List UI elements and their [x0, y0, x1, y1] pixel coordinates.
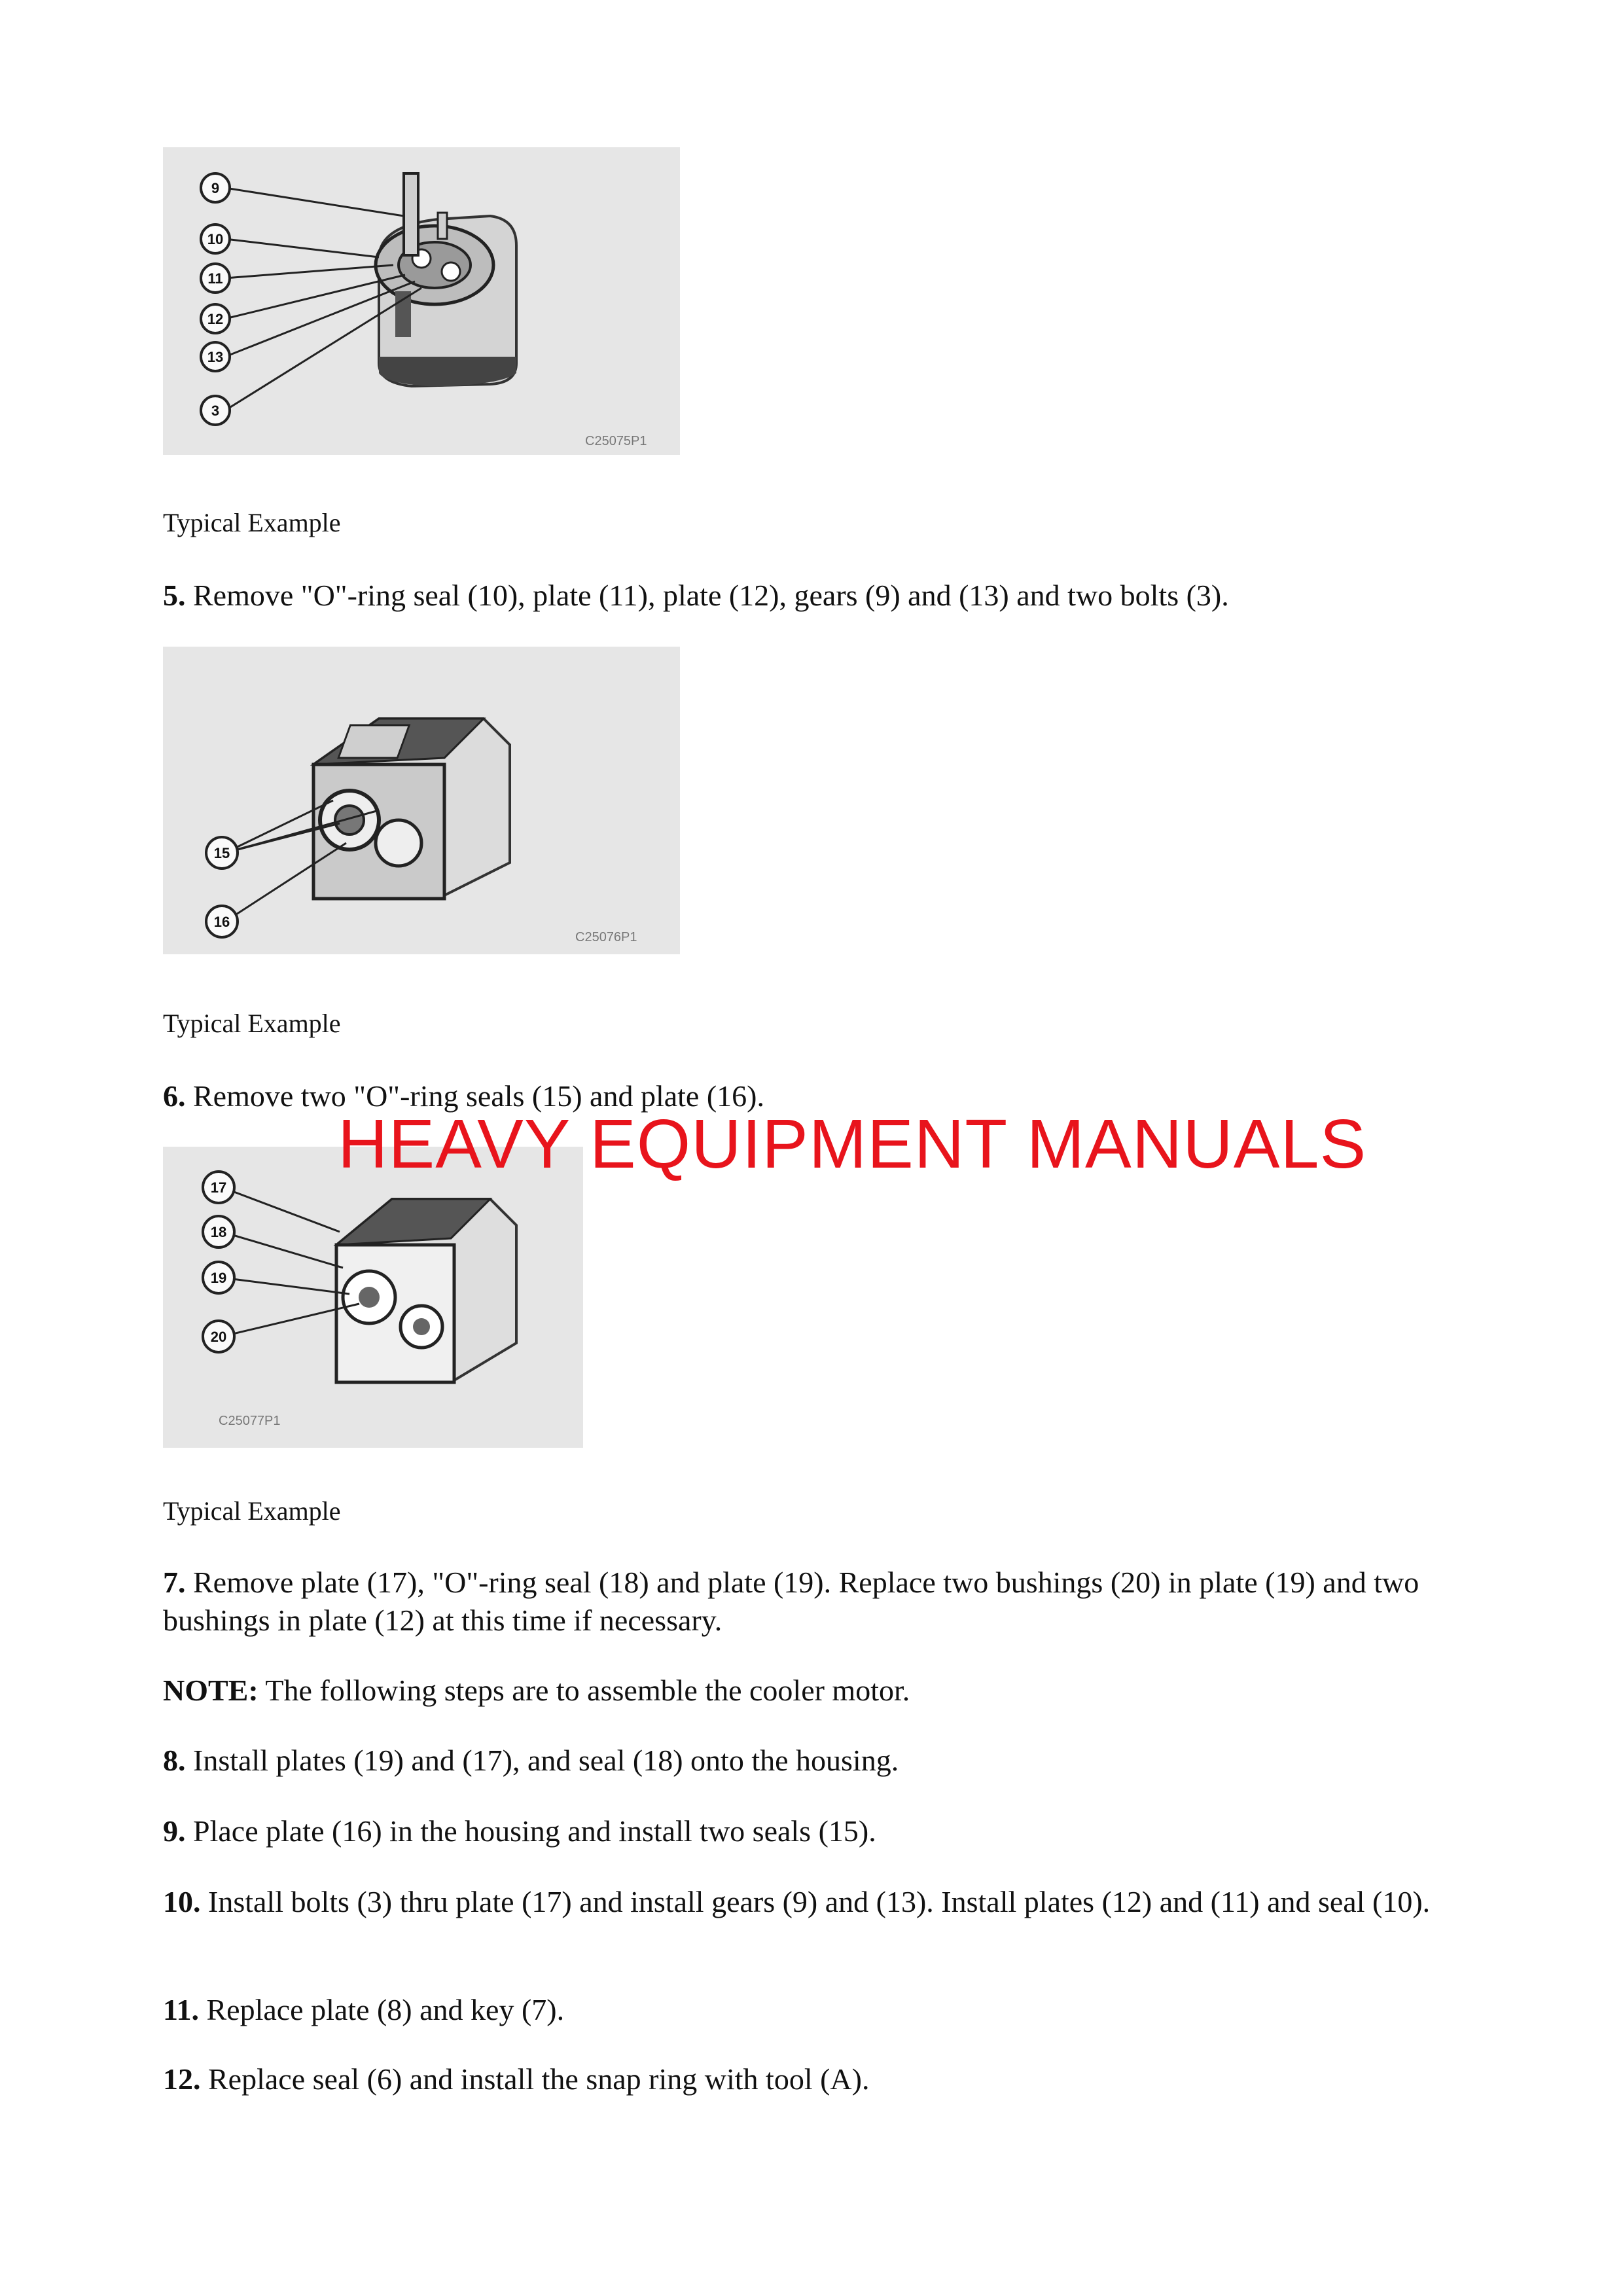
step-text: Place plate (16) in the housing and install two seals (15). — [185, 1814, 876, 1848]
step-number: 5. — [163, 579, 186, 612]
step-8 — [163, 1742, 1465, 1780]
figure-1-cooler-motor-gears — [163, 147, 680, 455]
callout-label: 19 — [210, 1270, 227, 1286]
callout-label: 15 — [213, 845, 230, 861]
callout-label: 12 — [207, 311, 224, 327]
note-text: The following steps are to assemble the cooler motor. — [258, 1674, 910, 1707]
figure-caption: Typical Example — [163, 508, 341, 537]
figure-2-illustration — [163, 647, 680, 954]
step-number: 7. — [163, 1566, 186, 1599]
step-text: Replace plate (8) and key (7). — [198, 1993, 565, 2026]
figure-caption: Typical Example — [163, 1009, 341, 1038]
figure-3-cooler-motor-plates — [163, 1147, 583, 1448]
figure-2-cooler-motor-housing — [163, 647, 680, 954]
step-10 — [163, 1883, 1465, 1921]
step-text: Install plates (19) and (17), and seal (18) onto the housing. — [185, 1744, 899, 1777]
step-text: Install bolts (3) thru plate (17) and install gears (9) and (13). Install plates (12) and (11) and seal (10). — [200, 1885, 1431, 1918]
figure-3-illustration — [163, 1147, 583, 1448]
note-label: NOTE: — [163, 1674, 259, 1707]
step-number: 9. — [163, 1814, 186, 1848]
step-number: 10. — [163, 1885, 201, 1918]
callout-label: 10 — [207, 231, 224, 247]
callout-label: 11 — [207, 270, 223, 287]
figure-code: C25076P1 — [575, 930, 637, 944]
callout-label: 18 — [210, 1224, 227, 1240]
step-12 — [163, 2060, 1465, 2098]
figure-caption: Typical Example — [163, 1496, 341, 1526]
figure-1-illustration — [163, 147, 680, 455]
callout-label: 17 — [210, 1179, 227, 1196]
callout-label: 20 — [210, 1329, 227, 1345]
step-9 — [163, 1812, 1465, 1850]
step-7 — [163, 1564, 1465, 1640]
step-text: Replace seal (6) and install the snap ring with tool (A). — [200, 2062, 870, 2096]
callout-label: 13 — [207, 349, 224, 365]
step-text: Remove two "O"-ring seals (15) and plate (16). — [185, 1079, 764, 1113]
callout-label: 9 — [211, 180, 220, 196]
step-number: 8. — [163, 1744, 186, 1777]
callout-label: 16 — [213, 914, 230, 930]
step-number: 11. — [163, 1993, 199, 2026]
note — [163, 1672, 1465, 1710]
step-number: 12. — [163, 2062, 201, 2096]
figure-code: C25077P1 — [219, 1414, 281, 1428]
step-number: 6. — [163, 1079, 186, 1113]
step-text: Remove "O"-ring seal (10), plate (11), plate (12), gears (9) and (13) and two bolts (3). — [185, 579, 1229, 612]
step-text: Remove plate (17), "O"-ring seal (18) and plate (19). Replace two bushings (20) in plate (19) and two bushings in plate (12) at this time if necessary. — [163, 1566, 1419, 1637]
callout-label: 3 — [211, 403, 220, 419]
figure-code: C25075P1 — [585, 434, 647, 448]
step-5 — [163, 577, 1465, 615]
watermark: HEAVY EQUIPMENT MANUALS — [338, 1105, 1367, 1183]
step-11 — [163, 1991, 1465, 2029]
